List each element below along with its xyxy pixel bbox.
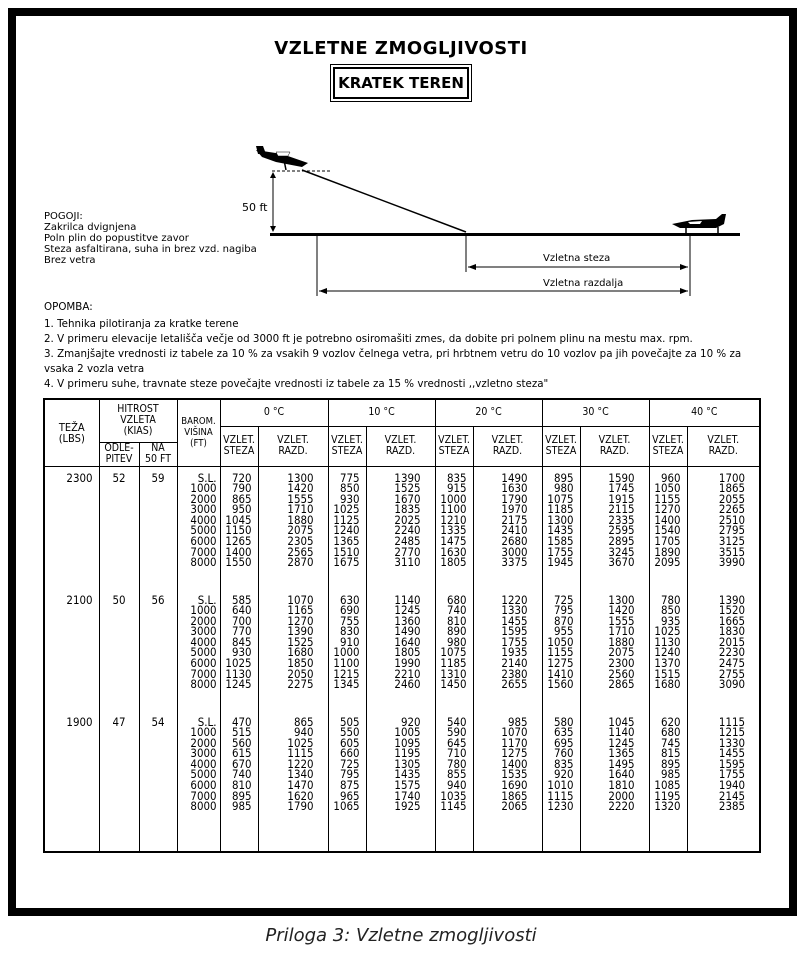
- col-header-ground: VZLET. STEZA: [649, 426, 687, 466]
- ground-roll-cell: 470 515 560 615 670 740 810 895 985: [220, 713, 258, 852]
- airplane-ground-icon: [672, 214, 726, 233]
- col-header-temp-20: 20 °C: [435, 399, 542, 426]
- note-item: 2. V primeru elevacije letališča večje od 3000 ft je potrebno osiromašiti zmes, da dobite pri polnem plinu na mestu max. rpm.: [44, 333, 693, 345]
- total-distance-cell: 1590 1745 1915 2115 2335 2595 2895 3245 3670: [580, 466, 649, 591]
- total-distance-cell: 1140 1245 1360 1490 1640 1805 1990 2210 2460: [366, 591, 435, 713]
- total-distance-cell: 1300 1420 1555 1710 1880 2075 2305 2565 2870: [258, 466, 328, 591]
- climb-path: [302, 170, 466, 232]
- col-header-temp-10: 10 °C: [328, 399, 435, 426]
- note-item: 1. Tehnika pilotiranja za kratke terene: [44, 318, 239, 330]
- weight-cell: 1900: [44, 713, 99, 852]
- col-header-temp-30: 30 °C: [542, 399, 649, 426]
- total-distance-cell: 1115 1215 1330 1455 1595 1755 1940 2145 2385: [687, 713, 760, 852]
- total-distance-cell: 1700 1865 2055 2265 2510 2795 3125 3515 3990: [687, 466, 760, 591]
- note-item: 3. Zmanjšajte vrednosti iz tabele za 10 % za vsakih 9 vozlov čelnega vetra, pri hrbtnem vetru do 10 vozlov pa jih povečajte za 10 % za vsaka 2 vozla vetra: [44, 348, 742, 375]
- altitude-cell: S.L. 1000 2000 3000 4000 5000 6000 7000 8000: [177, 591, 220, 713]
- ground-roll-cell: 540 590 645 710 780 855 940 1035 1145: [435, 713, 473, 852]
- total-distance-cell: 1045 1140 1245 1365 1495 1640 1810 2000 2220: [580, 713, 649, 852]
- col-header-total: VZLET. RAZD.: [473, 426, 542, 466]
- height-label: 50 ft: [242, 201, 268, 214]
- col-header-ground: VZLET. STEZA: [542, 426, 580, 466]
- col-header-ground: VZLET. STEZA: [328, 426, 366, 466]
- weight-cell: 2300: [44, 466, 99, 591]
- conditions-block: [44, 211, 257, 266]
- col-header-ground: VZLET. STEZA: [435, 426, 473, 466]
- ground-roll-cell: 620 680 745 815 895 985 1085 1195 1320: [649, 713, 687, 852]
- total-distance-cell: 1390 1525 1670 1835 2025 2240 2485 2770 3110: [366, 466, 435, 591]
- altitude-cell: S.L. 1000 2000 3000 4000 5000 6000 7000 8000: [177, 713, 220, 852]
- ground-line: [270, 233, 740, 236]
- conditions-heading: POGOJI:: [44, 211, 83, 222]
- total-distance-cell: 1390 1520 1665 1830 2015 2230 2475 2755 3090: [687, 591, 760, 713]
- col-header-total: VZLET. RAZD.: [687, 426, 760, 466]
- col-header-speed: HITROST VZLETA (KIAS): [99, 399, 177, 442]
- ground-roll-cell: 585 640 700 770 845 930 1025 1130 1245: [220, 591, 258, 713]
- ground-roll-cell: 630 690 755 830 910 1000 1100 1215 1345: [328, 591, 366, 713]
- at50-speed-cell: 56: [139, 591, 177, 713]
- notes-heading: OPOMBA:: [44, 301, 93, 313]
- condition-line: Zakrilca dvignjena: [44, 222, 137, 233]
- total-distance-cell: 1070 1165 1270 1390 1525 1680 1850 2050 2275: [258, 591, 328, 713]
- ground-roll-cell: 835 915 1000 1100 1210 1335 1475 1630 1805: [435, 466, 473, 591]
- col-header-altitude: BAROM. VIŠINA (FT): [177, 399, 220, 466]
- ground-roll-cell: 720 790 865 950 1045 1150 1265 1400 1550: [220, 466, 258, 591]
- col-header-total: VZLET. RAZD.: [258, 426, 328, 466]
- at50-speed-cell: 54: [139, 713, 177, 852]
- col-header-at50: NA 50 FT: [139, 442, 177, 466]
- table-row: [44, 591, 760, 713]
- ground-roll-cell: 780 850 935 1025 1130 1240 1370 1515 1680: [649, 591, 687, 713]
- airplane-climbing-icon: [256, 146, 308, 170]
- col-header-weight: TEŽA (LBS): [44, 399, 99, 466]
- page-title: VZLETNE ZMOGLJIVOSTI: [274, 38, 528, 59]
- ground-roll-cell: 580 635 695 760 835 920 1010 1115 1230: [542, 713, 580, 852]
- total-distance-cell: 985 1070 1170 1275 1400 1535 1690 1865 2065: [473, 713, 542, 852]
- condition-line: Brez vetra: [44, 255, 96, 266]
- table-row: [44, 466, 760, 591]
- ground-roll-cell: 680 740 810 890 980 1075 1185 1310 1450: [435, 591, 473, 713]
- weight-cell: 2100: [44, 591, 99, 713]
- note-item: 4. V primeru suhe, travnate steze povečajte vrednosti iz tabele za 15 % vrednosti ,,vzletno steza": [44, 378, 549, 390]
- total-distance-cell: 865 940 1025 1115 1220 1340 1470 1620 1790: [258, 713, 328, 852]
- ground-roll-cell: 960 1050 1155 1270 1400 1540 1705 1890 2095: [649, 466, 687, 591]
- total-distance-cell: 1300 1420 1555 1710 1880 2075 2300 2560 2865: [580, 591, 649, 713]
- takeoff-performance-table: [43, 398, 761, 853]
- distance-label: Vzletna razdalja: [543, 278, 624, 289]
- liftoff-speed-cell: 50: [99, 591, 139, 713]
- ground-roll-cell: 775 850 930 1025 1125 1240 1365 1510 1675: [328, 466, 366, 591]
- at50-speed-cell: 59: [139, 466, 177, 591]
- col-header-temp-40: 40 °C: [649, 399, 760, 426]
- ground-roll-cell: 895 980 1075 1185 1300 1435 1585 1755 1945: [542, 466, 580, 591]
- table-row: [44, 713, 760, 852]
- runway-label: Vzletna steza: [543, 253, 611, 264]
- total-distance-cell: 1220 1330 1455 1595 1755 1935 2140 2380 2655: [473, 591, 542, 713]
- col-header-ground: VZLET. STEZA: [220, 426, 258, 466]
- ground-roll-cell: 725 795 870 955 1050 1155 1275 1410 1560: [542, 591, 580, 713]
- figure-caption: Priloga 3: Vzletne zmogljivosti: [265, 925, 537, 946]
- notes-block: [44, 300, 764, 392]
- liftoff-speed-cell: 52: [99, 466, 139, 591]
- col-header-total: VZLET. RAZD.: [366, 426, 435, 466]
- col-header-liftoff: ODLE- PITEV: [99, 442, 139, 466]
- page-subtitle: KRATEK TEREN: [333, 67, 469, 99]
- col-header-temp-0: 0 °C: [220, 399, 328, 426]
- altitude-cell: S.L. 1000 2000 3000 4000 5000 6000 7000 8000: [177, 466, 220, 591]
- liftoff-speed-cell: 47: [99, 713, 139, 852]
- condition-line: Steza asfaltirana, suha in brez vzd. nagiba: [44, 244, 257, 255]
- total-distance-cell: 920 1005 1095 1195 1305 1435 1575 1740 1925: [366, 713, 435, 852]
- col-header-total: VZLET. RAZD.: [580, 426, 649, 466]
- condition-line: Poln plin do popustitve zavor: [44, 233, 189, 244]
- ground-roll-cell: 505 550 605 660 725 795 875 965 1065: [328, 713, 366, 852]
- total-distance-cell: 1490 1630 1790 1970 2175 2410 2680 3000 3375: [473, 466, 542, 591]
